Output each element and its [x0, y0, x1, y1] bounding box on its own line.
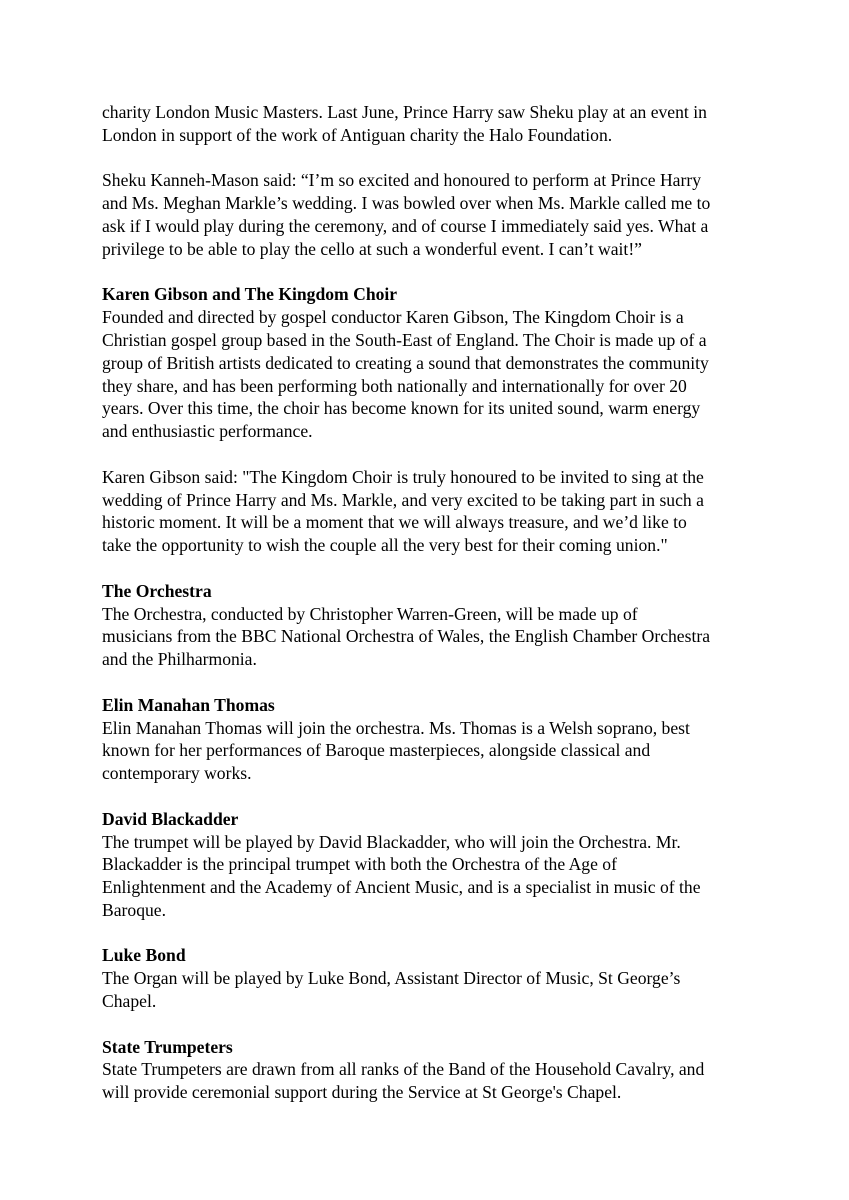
- state-trumpeters-section: [102, 1036, 749, 1104]
- text-line: contemporary works.: [102, 763, 252, 784]
- text-line: The Organ will be played by Luke Bond, Assistant Director of Music, St George’s: [102, 968, 681, 989]
- text-line: known for her performances of Baroque masterpieces, alongside classical and: [102, 740, 651, 761]
- text-line: wedding of Prince Harry and Ms. Markle, and very excited to be taking part in such a: [102, 489, 704, 510]
- section-heading: Elin Manahan Thomas: [102, 694, 275, 715]
- text-line: musicians from the BBC National Orchestra of Wales, the English Chamber Orchestra: [102, 626, 711, 647]
- text-line: Elin Manahan Thomas will join the orchestra. Ms. Thomas is a Welsh soprano, best: [102, 717, 690, 738]
- text-line: and Ms. Meghan Markle’s wedding. I was bowled over when Ms. Markle called me to: [102, 193, 711, 214]
- text-line: Enlightenment and the Academy of Ancient Music, and is a specialist in music of the: [102, 877, 701, 898]
- text-line: ask if I would play during the ceremony, and of course I immediately said yes. What a: [102, 215, 709, 236]
- text-line: London in support of the work of Antiguan charity the Halo Foundation.: [102, 124, 613, 145]
- text-line: The trumpet will be played by David Blackadder, who will join the Orchestra. Mr.: [102, 831, 681, 852]
- text-line: group of British artists dedicated to creating a sound that demonstrates the community: [102, 352, 709, 373]
- sheku-quote-paragraph: [102, 169, 749, 260]
- section-heading: David Blackadder: [102, 808, 239, 829]
- intro-paragraph: [102, 101, 749, 147]
- text-line: will provide ceremonial support during the Service at St George's Chapel.: [102, 1082, 622, 1103]
- orchestra-section: [102, 580, 749, 671]
- text-line: charity London Music Masters. Last June, Prince Harry saw Sheku play at an event in: [102, 102, 707, 122]
- section-heading: State Trumpeters: [102, 1036, 233, 1057]
- luke-bond-section: [102, 944, 749, 1012]
- section-heading: The Orchestra: [102, 580, 212, 601]
- david-blackadder-section: [102, 808, 749, 922]
- section-heading: Karen Gibson and The Kingdom Choir: [102, 284, 398, 305]
- section-heading: Luke Bond: [102, 945, 186, 966]
- text-line: Blackadder is the principal trumpet with both the Orchestra of the Age of: [102, 854, 617, 875]
- text-line: they share, and has been performing both nationally and internationally for over 20: [102, 375, 687, 396]
- text-line: years. Over this time, the choir has become known for its united sound, warm energy: [102, 398, 701, 419]
- text-line: Christian gospel group based in the South-East of England. The Choir is made up of a: [102, 329, 707, 350]
- text-line: privilege to be able to play the cello at such a wonderful event. I can’t wait!”: [102, 238, 642, 259]
- elin-manahan-thomas-section: [102, 694, 749, 785]
- text-line: take the opportunity to wish the couple all the very best for their coming union.": [102, 535, 668, 556]
- text-line: State Trumpeters are drawn from all ranks of the Band of the Household Cavalry, and: [102, 1059, 705, 1080]
- text-line: Founded and directed by gospel conductor Karen Gibson, The Kingdom Choir is a: [102, 307, 684, 328]
- text-line: Chapel.: [102, 991, 157, 1012]
- text-line: Karen Gibson said: "The Kingdom Choir is truly honoured to be invited to sing at the: [102, 466, 704, 487]
- karen-quote-paragraph: [102, 466, 749, 557]
- text-line: The Orchestra, conducted by Christopher Warren-Green, will be made up of: [102, 603, 638, 624]
- text-line: Baroque.: [102, 899, 167, 920]
- text-line: and the Philharmonia.: [102, 649, 257, 670]
- karen-gibson-section: [102, 283, 749, 443]
- text-line: historic moment. It will be a moment that we will always treasure, and we’d like to: [102, 512, 687, 533]
- text-line: and enthusiastic performance.: [102, 421, 313, 442]
- text-line: Sheku Kanneh-Mason said: “I’m so excited and honoured to perform at Prince Harry: [102, 170, 701, 191]
